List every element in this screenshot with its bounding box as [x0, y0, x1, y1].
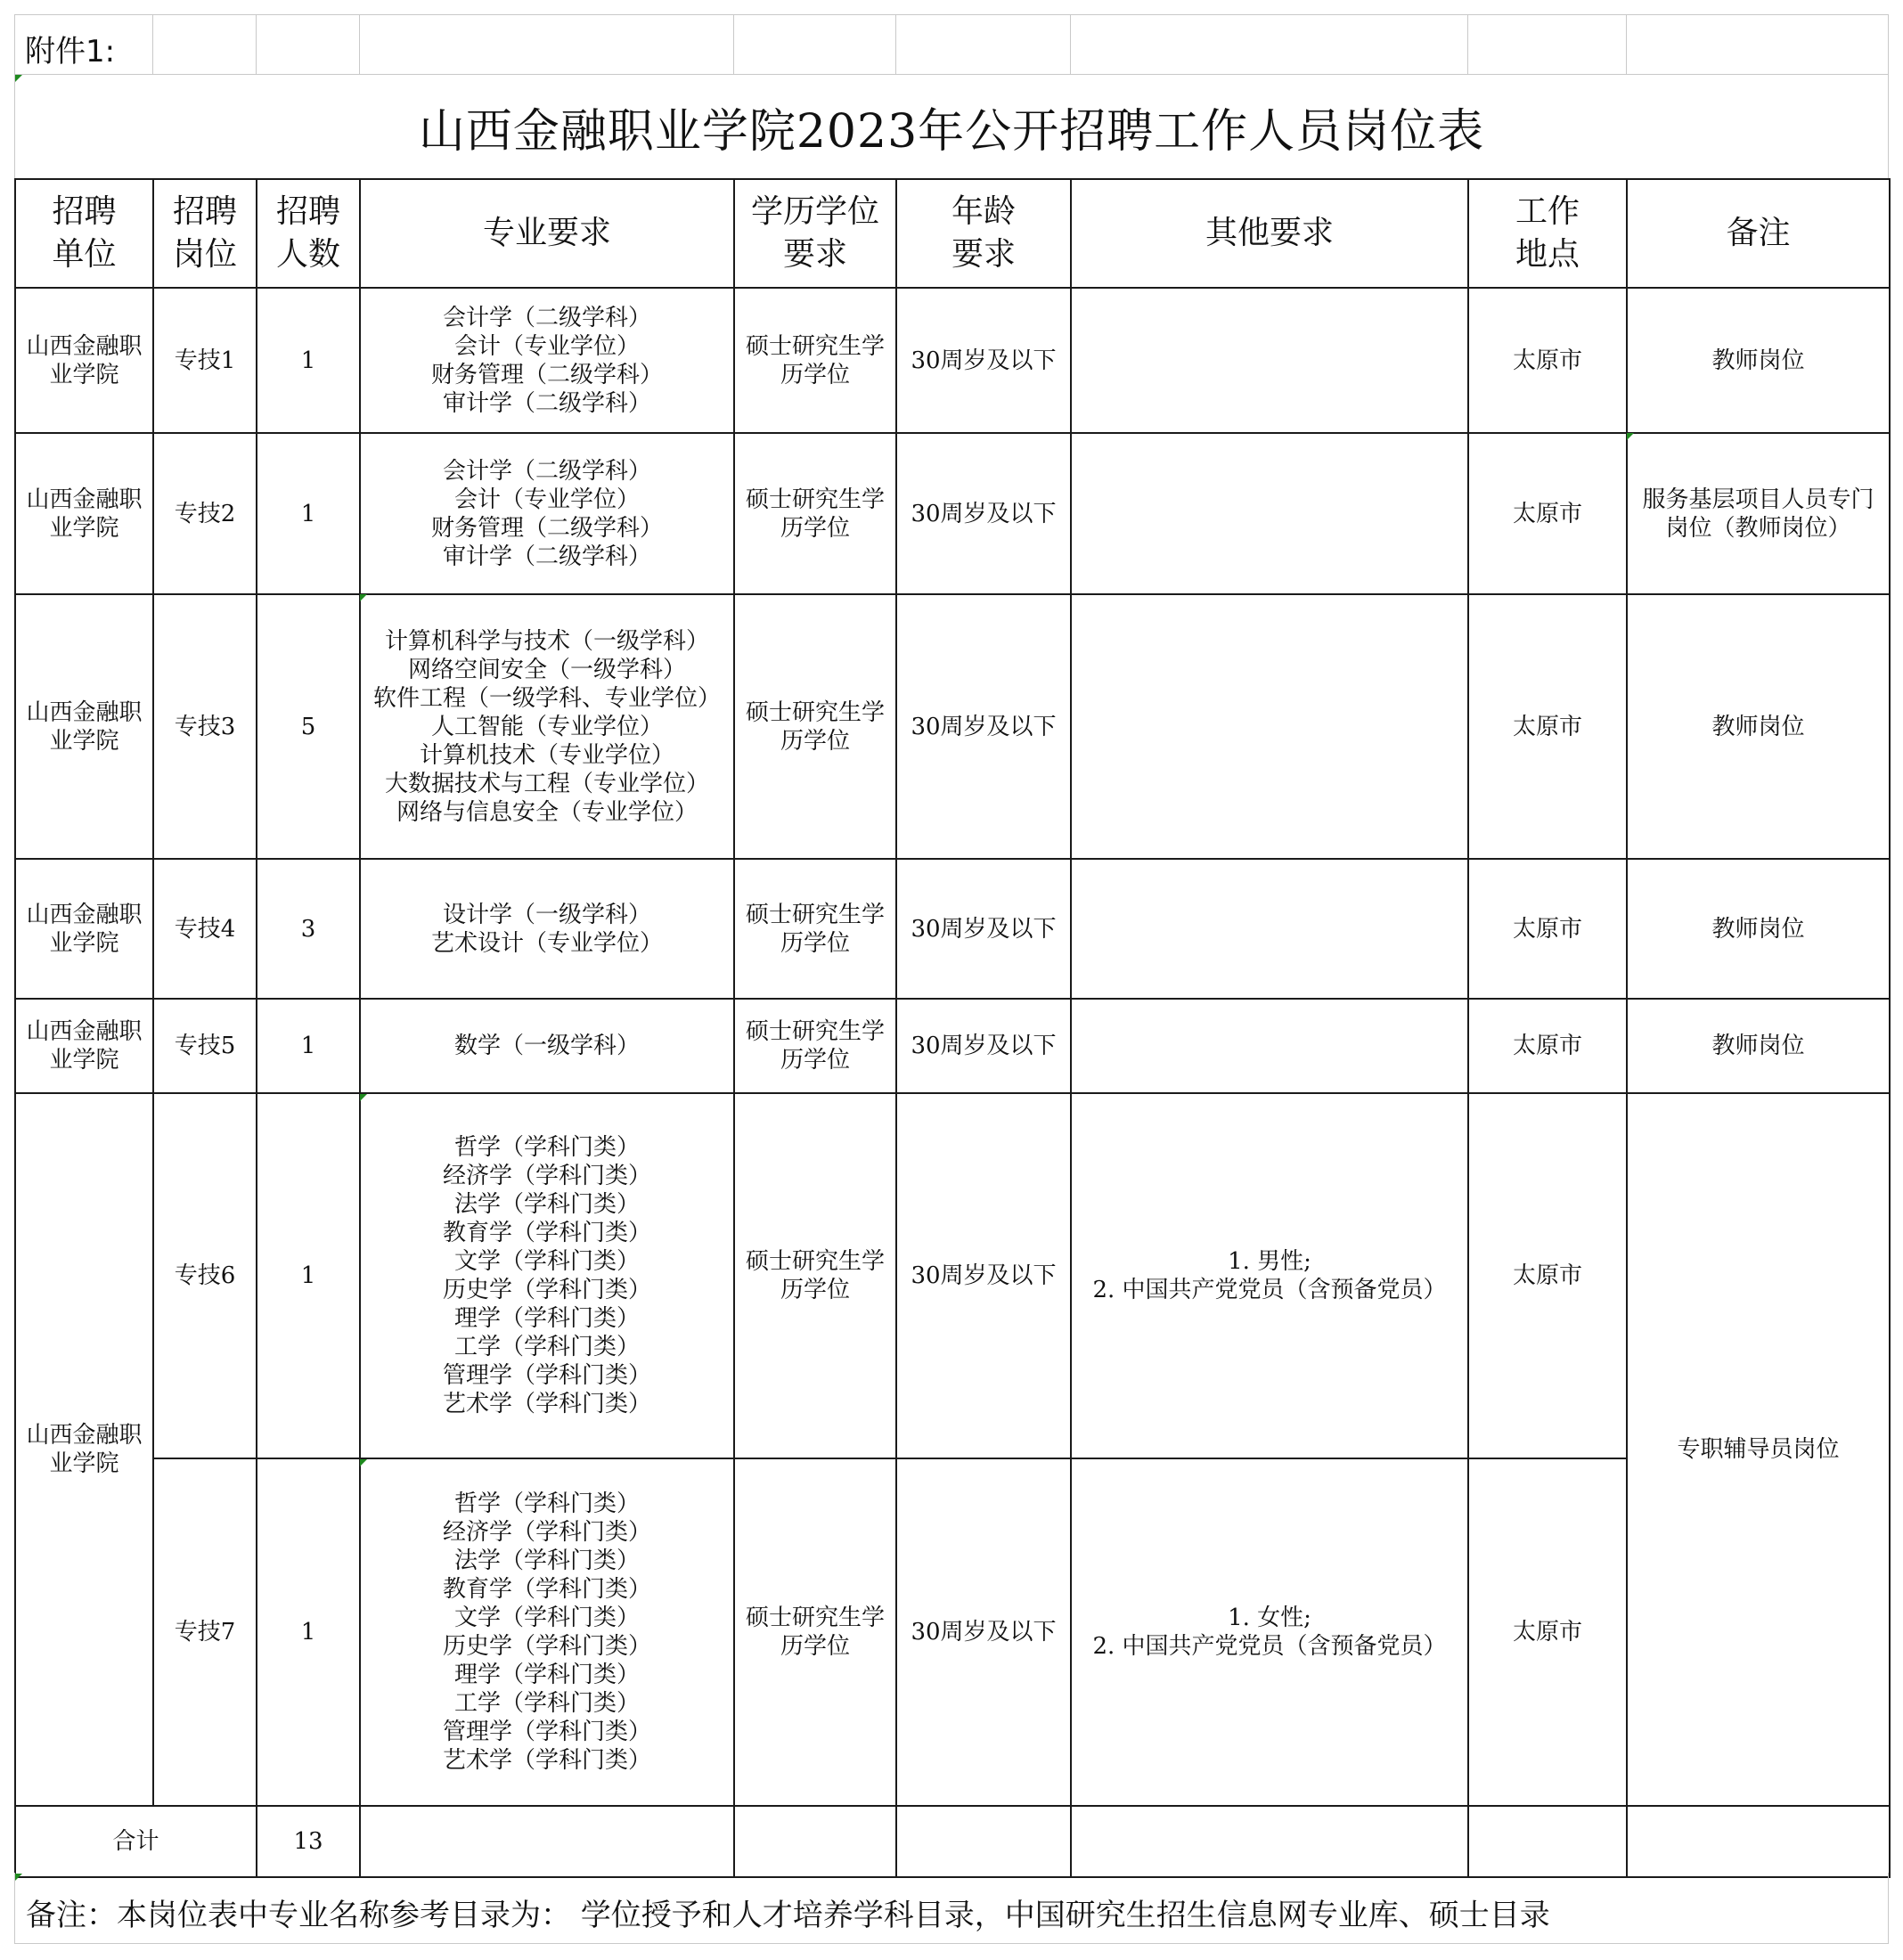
table-row	[15, 433, 1890, 594]
total-row	[15, 1806, 1890, 1877]
majors-cell: 计算机科学与技术（一级学科） 网络空间安全（一级学科） 软件工程（一级学科、专业学位） 人工智能（专业学位） 计算机技术（专业学位） 大数据技术与工程（专业学位） 网络与信息安全（专业学位）	[360, 594, 734, 859]
degree-cell: 硕士研究生学 历学位	[734, 859, 896, 999]
header-unit: 招聘 单位	[15, 179, 153, 288]
cell-marker-icon	[15, 75, 22, 82]
count-cell: 1	[257, 1093, 360, 1458]
count-cell: 5	[257, 594, 360, 859]
table-row	[15, 1093, 1890, 1458]
total-count: 13	[257, 1806, 360, 1877]
attachment-label: 附件1:	[25, 34, 116, 69]
cell-marker-icon	[360, 594, 367, 601]
page-title: 山西金融职业学院2023年公开招聘工作人员岗位表	[418, 104, 1485, 159]
recruitment-sheet	[14, 14, 1889, 1946]
location-cell: 太原市	[1468, 594, 1627, 859]
header-row	[15, 179, 1890, 288]
note-cell: 教师岗位	[1627, 594, 1890, 859]
post-cell: 专技4	[153, 859, 257, 999]
majors-cell: 哲学（学科门类） 经济学（学科门类） 法学（学科门类） 教育学（学科门类） 文学（学科门类） 历史学（学科门类） 理学（学科门类） 工学（学科门类） 管理学（学科门类） 艺术学（学科门类）	[360, 1458, 734, 1806]
location-cell: 太原市	[1468, 288, 1627, 433]
table-row	[15, 288, 1890, 433]
location-cell: 太原市	[1468, 1093, 1627, 1458]
count-cell: 1	[257, 999, 360, 1093]
table-row	[15, 594, 1890, 859]
total-label: 合计	[15, 1806, 257, 1877]
location-cell: 太原市	[1468, 1458, 1627, 1806]
degree-cell: 硕士研究生学 历学位	[734, 288, 896, 433]
table-row	[15, 859, 1890, 999]
other-cell: 1. 男性; 2. 中国共产党党员（含预备党员）	[1071, 1093, 1468, 1458]
header-location: 工作 地点	[1468, 179, 1627, 288]
post-cell: 专技2	[153, 433, 257, 594]
post-cell: 专技5	[153, 999, 257, 1093]
majors-cell: 设计学（一级学科） 艺术设计（专业学位）	[360, 859, 734, 999]
count-cell: 1	[257, 1458, 360, 1806]
cell-marker-icon	[360, 1094, 367, 1101]
degree-cell: 硕士研究生学 历学位	[734, 433, 896, 594]
age-cell: 30周岁及以下	[896, 288, 1071, 433]
other-cell	[1071, 859, 1468, 999]
degree-cell: 硕士研究生学 历学位	[734, 1458, 896, 1806]
age-cell: 30周岁及以下	[896, 859, 1071, 999]
majors-cell: 会计学（二级学科） 会计（专业学位） 财务管理（二级学科） 审计学（二级学科）	[360, 288, 734, 433]
other-cell	[1071, 999, 1468, 1093]
age-cell: 30周岁及以下	[896, 433, 1071, 594]
table-row	[15, 1458, 1890, 1806]
post-cell: 专技7	[153, 1458, 257, 1806]
degree-cell: 硕士研究生学 历学位	[734, 594, 896, 859]
header-age: 年龄 要求	[896, 179, 1071, 288]
note-cell: 教师岗位	[1627, 999, 1890, 1093]
location-cell: 太原市	[1468, 999, 1627, 1093]
location-cell: 太原市	[1468, 859, 1627, 999]
unit-cell: 山西金融职 业学院	[15, 594, 153, 859]
unit-cell: 山西金融职 业学院	[15, 1093, 153, 1806]
note-cell: 专职辅导员岗位	[1627, 1093, 1890, 1806]
cell-marker-icon	[15, 1874, 22, 1881]
positions-table	[14, 178, 1891, 1878]
degree-cell: 硕士研究生学 历学位	[734, 1093, 896, 1458]
age-cell: 30周岁及以下	[896, 594, 1071, 859]
cell-marker-icon	[360, 1459, 367, 1466]
location-cell: 太原市	[1468, 433, 1627, 594]
title-row	[14, 74, 1889, 178]
post-cell: 专技1	[153, 288, 257, 433]
other-cell	[1071, 288, 1468, 433]
degree-cell: 硕士研究生学 历学位	[734, 999, 896, 1093]
header-note: 备注	[1627, 179, 1890, 288]
other-cell	[1071, 594, 1468, 859]
attachment-row	[14, 14, 1889, 74]
count-cell: 1	[257, 288, 360, 433]
header-other: 其他要求	[1071, 179, 1468, 288]
header-count: 招聘 人数	[257, 179, 360, 288]
note-cell: 服务基层项目人员专门 岗位（教师岗位）	[1627, 433, 1890, 594]
post-cell: 专技3	[153, 594, 257, 859]
header-post: 招聘 岗位	[153, 179, 257, 288]
majors-cell: 会计学（二级学科） 会计（专业学位） 财务管理（二级学科） 审计学（二级学科）	[360, 433, 734, 594]
majors-cell: 哲学（学科门类） 经济学（学科门类） 法学（学科门类） 教育学（学科门类） 文学（学科门类） 历史学（学科门类） 理学（学科门类） 工学（学科门类） 管理学（学科门类） 艺术学（学科门类）	[360, 1093, 734, 1458]
header-major: 专业要求	[360, 179, 734, 288]
other-cell	[1071, 433, 1468, 594]
unit-cell: 山西金融职 业学院	[15, 288, 153, 433]
unit-cell: 山西金融职 业学院	[15, 859, 153, 999]
other-cell: 1. 女性; 2. 中国共产党党员（含预备党员）	[1071, 1458, 1468, 1806]
count-cell: 1	[257, 433, 360, 594]
header-degree: 学历学位 要求	[734, 179, 896, 288]
unit-cell: 山西金融职 业学院	[15, 433, 153, 594]
age-cell: 30周岁及以下	[896, 999, 1071, 1093]
note-cell: 教师岗位	[1627, 288, 1890, 433]
age-cell: 30周岁及以下	[896, 1093, 1071, 1458]
table-row	[15, 999, 1890, 1093]
note-cell: 教师岗位	[1627, 859, 1890, 999]
age-cell: 30周岁及以下	[896, 1458, 1071, 1806]
unit-cell: 山西金融职 业学院	[15, 999, 153, 1093]
cell-marker-icon	[1627, 433, 1634, 440]
post-cell: 专技6	[153, 1093, 257, 1458]
majors-cell: 数学（一级学科）	[360, 999, 734, 1093]
footer-note: 备注：本岗位表中专业名称参考目录为： 学位授予和人才培养学科目录，中国研究生招生信息网专业库、硕士目录	[26, 1898, 1550, 1933]
footer-row	[14, 1873, 1889, 1944]
count-cell: 3	[257, 859, 360, 999]
